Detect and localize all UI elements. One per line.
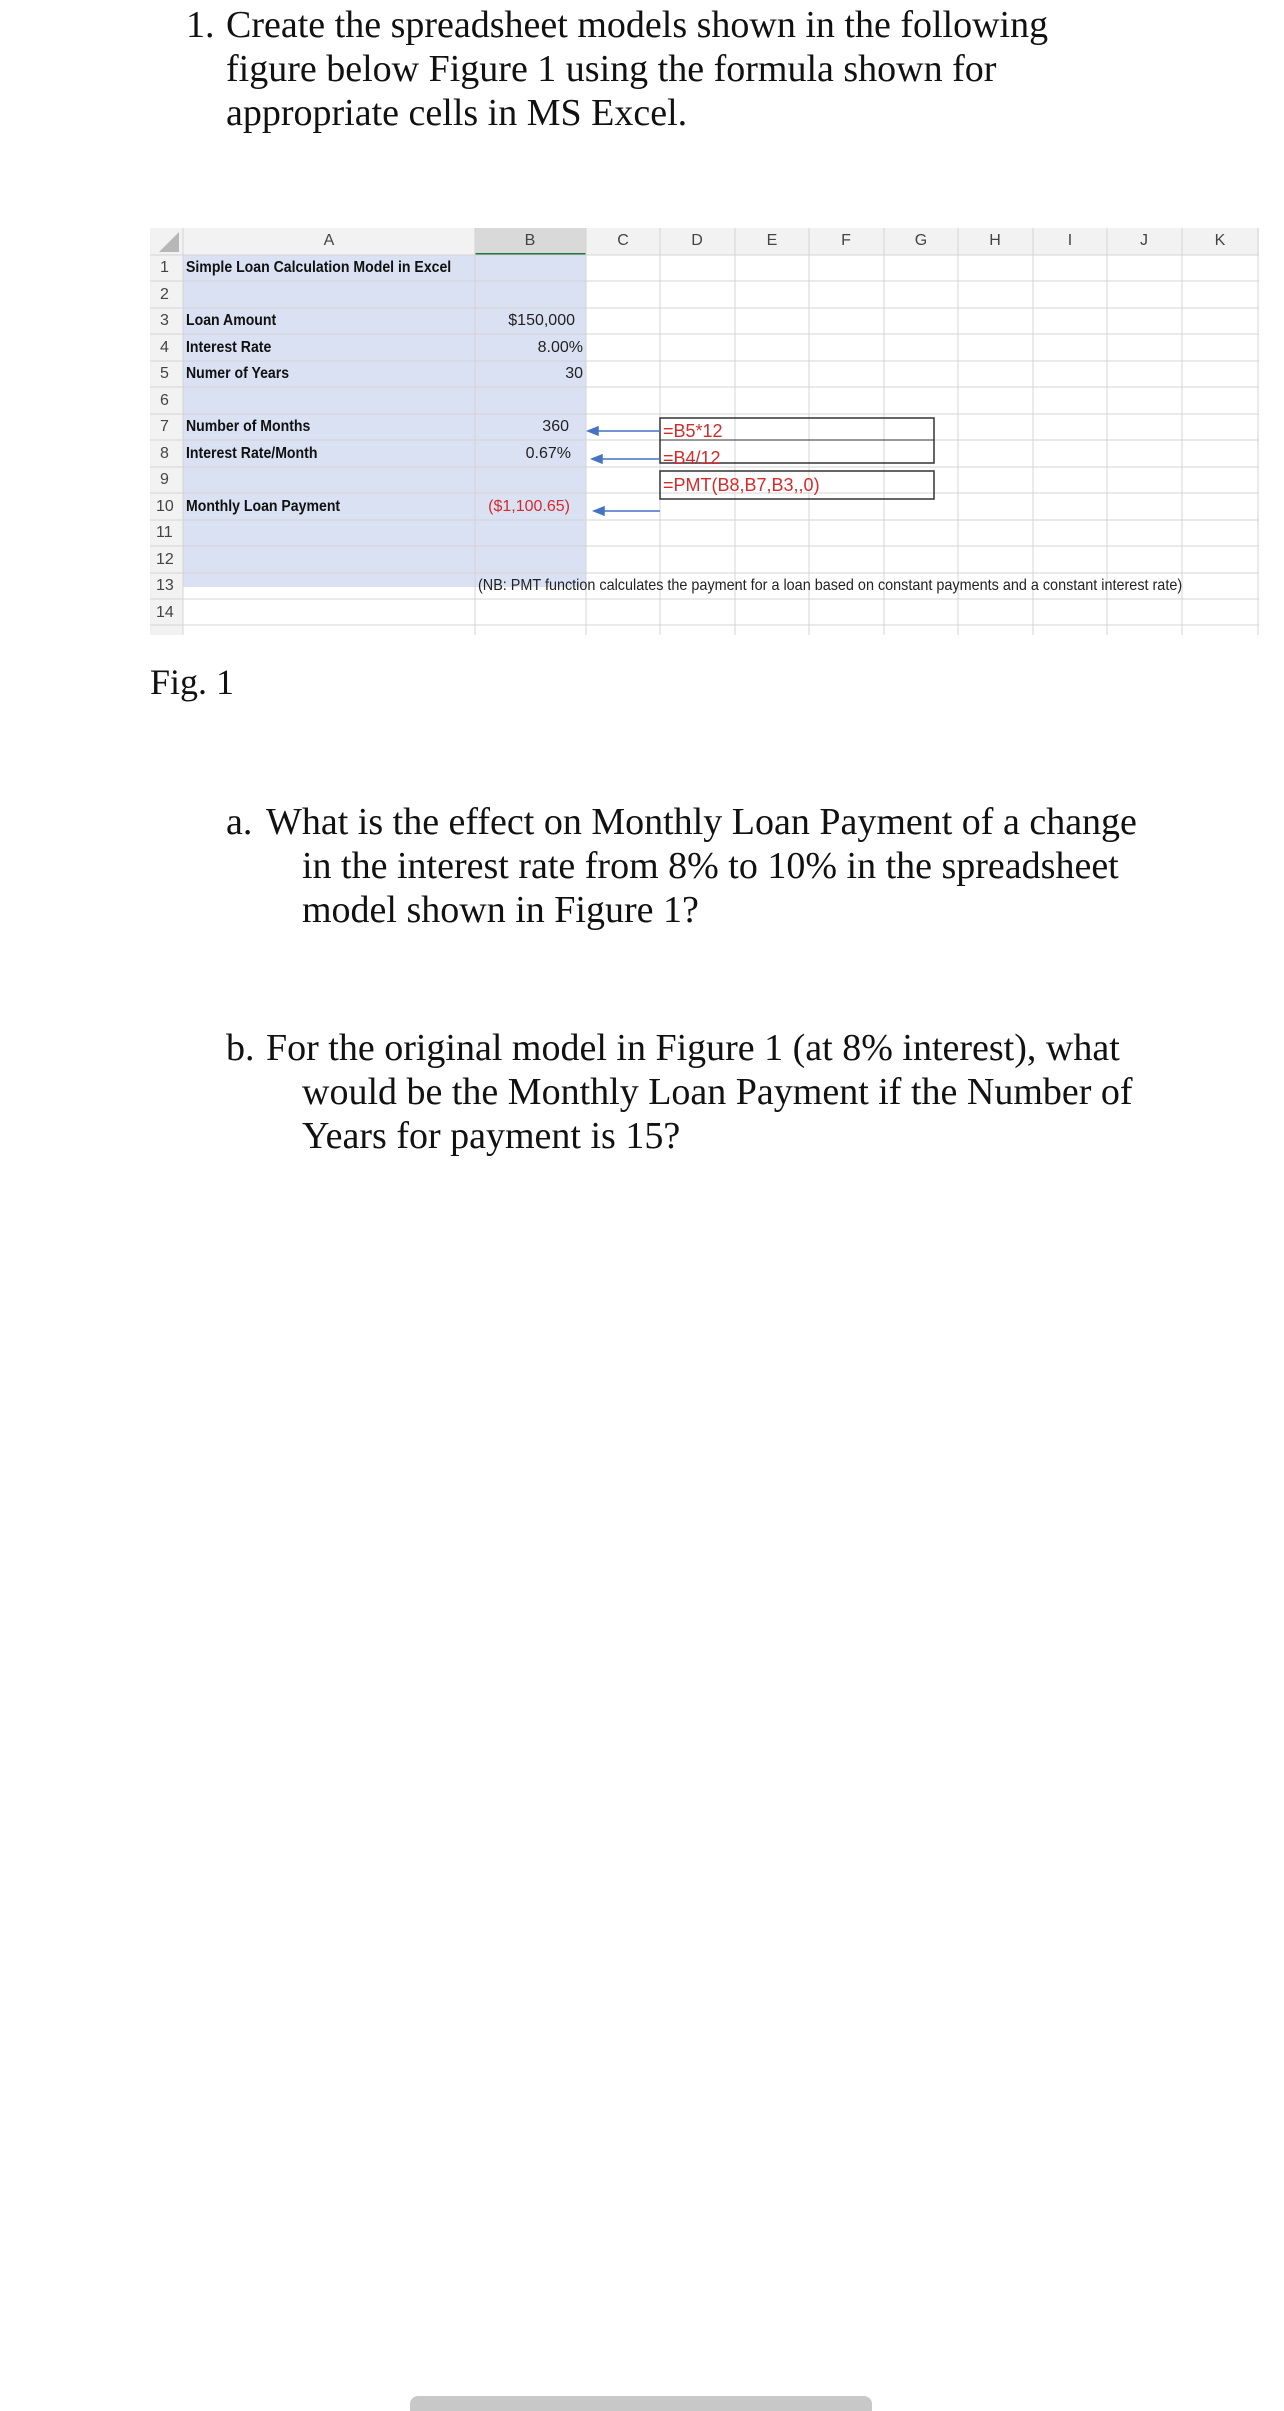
formula-months: =B5*12 xyxy=(663,421,723,441)
cell-b8-rate-month[interactable]: 0.67% xyxy=(525,445,571,462)
question-a-line-2: in the interest rate from 8% to 10% in the spreadsheet xyxy=(302,845,1119,887)
row-header-13[interactable]: 13 xyxy=(156,577,174,594)
cell-b10-monthly-payment[interactable]: ($1,100.65) xyxy=(488,498,570,515)
column-header-b[interactable]: B xyxy=(524,232,536,249)
column-header-f[interactable]: F xyxy=(841,232,851,249)
question-a xyxy=(226,800,1166,932)
question-b-label: b. xyxy=(226,1027,255,1069)
question-a-line-1: What is the effect on Monthly Loan Payment of a change xyxy=(266,801,1137,843)
row-header-5[interactable]: 5 xyxy=(160,365,169,382)
formula-pmt: =PMT(B8,B7,B3,,0) xyxy=(663,475,820,495)
column-header-h[interactable]: H xyxy=(989,232,1001,249)
question-1 xyxy=(186,3,1086,135)
row-header-2[interactable]: 2 xyxy=(160,286,169,303)
scrollbar-thumb[interactable] xyxy=(410,2396,872,2411)
cell-a1-title[interactable]: Simple Loan Calculation Model in Excel xyxy=(186,259,452,276)
question-b-line-3: Years for payment is 15? xyxy=(302,1115,681,1157)
cell-b5-num-years[interactable]: 30 xyxy=(565,365,583,382)
column-header-g[interactable]: G xyxy=(914,232,928,249)
formula-rate: =B4/12 xyxy=(663,448,721,468)
row-header-11[interactable]: 11 xyxy=(156,524,173,541)
row-header-3[interactable]: 3 xyxy=(160,312,169,329)
question-b-line-1: For the original model in Figure 1 (at 8% interest), what xyxy=(266,1027,1120,1069)
column-header-c[interactable]: C xyxy=(617,232,629,249)
arrow-pmt-head xyxy=(594,507,604,515)
cell-a4-interest-rate[interactable]: Interest Rate xyxy=(186,339,272,356)
question-1-line-3: appropriate cells in MS Excel. xyxy=(226,92,688,134)
cell-b3-loan-amount[interactable]: $150,000 xyxy=(508,312,575,329)
question-1-line-2: figure below Figure 1 using the formula shown for xyxy=(226,48,997,90)
row-header-12[interactable]: 12 xyxy=(156,551,174,568)
question-a-line-3: model shown in Figure 1? xyxy=(302,889,699,931)
spreadsheet-figure xyxy=(150,228,1259,635)
column-header-a[interactable]: A xyxy=(323,232,335,249)
arrow-rate-head xyxy=(592,455,602,463)
cell-b7-num-months[interactable]: 360 xyxy=(542,418,569,435)
figure-caption: Fig. 1 xyxy=(150,662,235,702)
cell-a8-rate-month[interactable]: Interest Rate/Month xyxy=(186,445,318,462)
question-1-number: 1. xyxy=(186,4,215,46)
column-header-j[interactable]: J xyxy=(1140,232,1148,249)
row-header-6[interactable]: 6 xyxy=(160,392,169,409)
question-b-line-2: would be the Monthly Loan Payment if the Number of xyxy=(302,1071,1133,1113)
question-a-label: a. xyxy=(226,801,253,843)
question-1-line-1: Create the spreadsheet models shown in the following xyxy=(226,4,1049,46)
cell-a5-num-years[interactable]: Numer of Years xyxy=(186,365,290,382)
column-header-k[interactable]: K xyxy=(1214,232,1226,249)
pmt-note[interactable]: (NB: PMT function calculates the payment for a loan based on constant payments and a constant interest rate) xyxy=(478,577,1183,594)
arrow-months-head xyxy=(588,427,598,435)
column-header-e[interactable]: E xyxy=(766,232,778,249)
row-header-7[interactable]: 7 xyxy=(160,418,169,435)
cell-a10-monthly-payment[interactable]: Monthly Loan Payment xyxy=(186,498,341,515)
column-header-i[interactable]: I xyxy=(1067,232,1073,249)
row-header-4[interactable]: 4 xyxy=(160,339,169,356)
row-header-9[interactable]: 9 xyxy=(160,471,169,488)
row-header-1[interactable]: 1 xyxy=(160,259,169,276)
row-header-14[interactable]: 14 xyxy=(156,604,174,621)
cell-a3-loan-amount[interactable]: Loan Amount xyxy=(186,312,277,329)
cell-b4-interest-rate[interactable]: 8.00% xyxy=(537,339,583,356)
cell-a7-num-months[interactable]: Number of Months xyxy=(186,418,311,435)
question-b xyxy=(226,1026,1166,1158)
column-header-d[interactable]: D xyxy=(691,232,703,249)
row-header-10[interactable]: 10 xyxy=(156,498,174,515)
row-header-8[interactable]: 8 xyxy=(160,445,169,462)
